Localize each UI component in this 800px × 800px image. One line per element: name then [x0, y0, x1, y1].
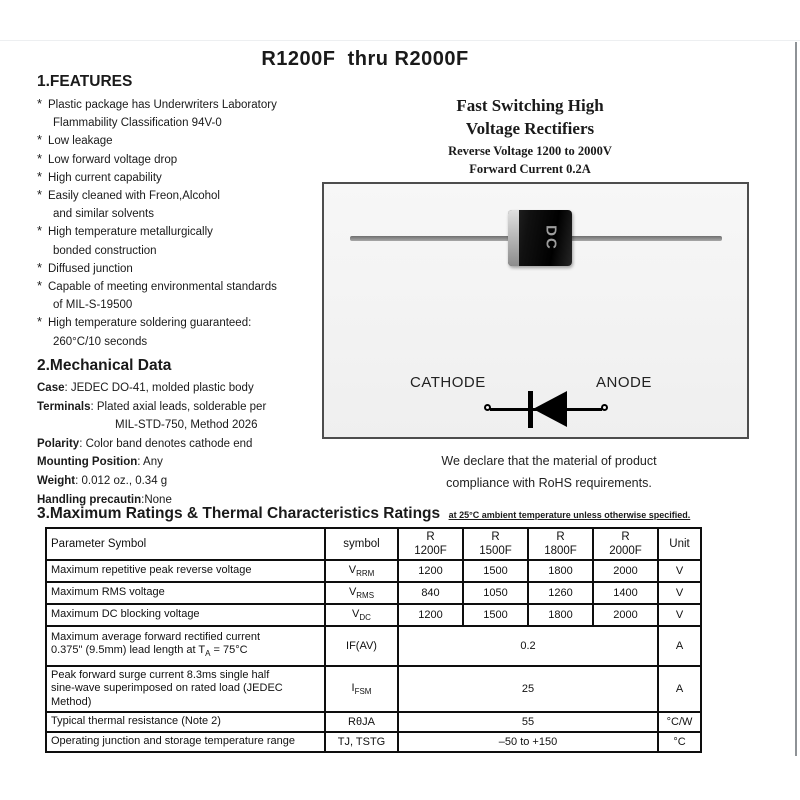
mechanical-label: Weight	[37, 474, 76, 487]
cell-symbol: RθJA	[325, 712, 398, 732]
feature-line: High current capability	[48, 171, 162, 184]
feature-item	[37, 223, 342, 259]
table-row	[46, 732, 701, 752]
ratings-section-heading	[37, 505, 777, 523]
cell-value: 1200	[398, 604, 463, 626]
cell-parameter: Maximum average forward rectified current 0.375" (9.5mm) lead length at $T_A = 75^\circ C$	[46, 626, 325, 666]
forward-current-line: Forward Current 0.2A	[469, 162, 591, 176]
mechanical-row	[37, 453, 357, 472]
feature-text	[48, 151, 177, 169]
cell-value: 1500	[463, 560, 528, 582]
mechanical-row	[37, 472, 357, 491]
bullet-marker: *	[37, 168, 43, 184]
cell-value: 1400	[593, 582, 658, 604]
cell-value: 1260	[528, 582, 593, 604]
cell-symbol: $V_{RMS}$	[325, 582, 398, 604]
cell-value: 1500	[463, 604, 528, 626]
feature-text	[48, 96, 277, 132]
anode-label: ANODE	[596, 374, 652, 391]
max-ratings-table	[45, 527, 702, 753]
mechanical-row	[37, 398, 357, 417]
cell-unit: V	[658, 560, 701, 582]
feature-line: Capable of meeting environmental standards	[48, 281, 277, 294]
mechanical-value: : 0.012 oz., 0.34 g	[75, 474, 168, 487]
cell-parameter: Maximum repetitive peak reverse voltage	[46, 560, 325, 582]
feature-line: of MIL-S-19500	[53, 299, 133, 312]
bullet-marker: *	[37, 259, 43, 275]
cell-symbol: $I_{FSM}$	[325, 666, 398, 712]
product-type-title-line2: Voltage Rectifiers	[465, 119, 595, 138]
max-ratings-table-body	[46, 528, 701, 752]
table-header-row	[46, 528, 701, 560]
rohs-declaration	[390, 450, 708, 494]
feature-line: Flammability Classification 94V-0	[53, 117, 222, 130]
header-parameter: Parameter Symbol	[46, 528, 325, 560]
feature-item	[37, 314, 342, 350]
table-row	[46, 560, 701, 582]
rohs-line2: compliance with RoHS requirements.	[446, 476, 652, 490]
mechanical-row	[37, 435, 357, 454]
header-symbol: symbol	[325, 528, 398, 560]
bullet-marker: *	[37, 314, 43, 330]
diode-cathode-band	[508, 210, 519, 266]
feature-text	[48, 169, 162, 187]
rohs-line1: We declare that the material of product	[441, 454, 657, 468]
cell-parameter: Operating junction and storage temperature range	[46, 732, 325, 752]
cell-unit: A	[658, 626, 701, 666]
mechanical-row-continuation: MIL-STD-750, Method 2026	[115, 419, 258, 432]
ratings-heading-note: at 25°C ambient temperature unless otherwise specified.	[448, 510, 691, 520]
cell-value: 2000	[593, 560, 658, 582]
mechanical-label: Mounting Position	[37, 456, 138, 469]
bullet-marker: *	[37, 132, 43, 148]
mechanical-label: Handling precautin	[37, 493, 142, 506]
table-row	[46, 604, 701, 626]
feature-line: Low forward voltage drop	[48, 153, 178, 166]
product-type-title	[398, 94, 662, 140]
diode-figure-box	[322, 182, 749, 439]
document-title: R1200F thru R2000F	[261, 48, 469, 70]
bullet-marker: *	[37, 96, 43, 111]
feature-line: Low leakage	[48, 135, 113, 148]
cell-value: 1050	[463, 582, 528, 604]
table-row	[46, 712, 701, 732]
features-heading: 1.FEATURES	[37, 73, 133, 90]
feature-text	[48, 223, 213, 259]
cell-symbol: $V_{DC}$	[325, 604, 398, 626]
cell-symbol: TJ, TSTG	[325, 732, 398, 752]
feature-item	[37, 132, 342, 150]
feature-text	[48, 187, 220, 223]
mechanical-label: Case	[37, 382, 65, 394]
diode-symbol-triangle	[533, 391, 567, 427]
feature-item	[37, 278, 342, 314]
feature-line: 260°C/10 seconds	[53, 335, 148, 348]
bullet-marker: *	[37, 150, 43, 166]
feature-item	[37, 260, 342, 278]
cell-unit: V	[658, 604, 701, 626]
scan-artifact-right-line	[795, 42, 797, 756]
feature-text	[48, 314, 251, 350]
cell-value: 1200	[398, 560, 463, 582]
feature-line: Diffused junction	[48, 262, 133, 275]
feature-line: bonded construction	[53, 244, 157, 257]
cell-symbol: $V_{RRM}$	[325, 560, 398, 582]
cell-value: 2000	[593, 604, 658, 626]
mechanical-list	[37, 379, 357, 509]
mechanical-row	[37, 379, 357, 398]
feature-item	[37, 151, 342, 169]
scan-artifact-top-line	[0, 40, 800, 41]
feature-line: and similar solvents	[53, 208, 154, 221]
bullet-marker: *	[37, 278, 43, 294]
header-model: R 1200F	[398, 528, 463, 560]
cell-value: 1800	[528, 604, 593, 626]
product-ratings-subtitle	[398, 142, 662, 178]
feature-item	[37, 169, 342, 187]
feature-line: Plastic package has Underwriters Laboratory	[48, 99, 277, 111]
mechanical-value: : Color band denotes cathode end	[79, 437, 253, 450]
diode-photo-body	[508, 210, 572, 266]
features-section	[37, 73, 342, 351]
cell-parameter: Maximum RMS voltage	[46, 582, 325, 604]
cell-value-span: 25	[398, 666, 658, 712]
header-model: R 1500F	[463, 528, 528, 560]
reverse-voltage-line: Reverse Voltage 1200 to 2000V	[448, 144, 612, 158]
mechanical-label: Terminals	[37, 400, 91, 413]
cell-value-span: 55	[398, 712, 658, 732]
cell-parameter: Typical thermal resistance (Note 2)	[46, 712, 325, 732]
table-row	[46, 582, 701, 604]
feature-line: High temperature metallurgically	[48, 226, 213, 239]
bullet-marker: *	[37, 223, 43, 239]
cell-unit: °C	[658, 732, 701, 752]
cell-unit: °C/W	[658, 712, 701, 732]
table-row	[46, 666, 701, 712]
feature-line: High temperature soldering guaranteed:	[48, 317, 252, 330]
mechanical-data-section	[37, 357, 357, 509]
diode-body-marking: DC	[542, 225, 560, 251]
mechanical-value: : Plated axial leads, solderable per	[90, 400, 267, 413]
mechanical-value: :None	[141, 493, 172, 506]
cell-value: 840	[398, 582, 463, 604]
cell-symbol: IF(AV)	[325, 626, 398, 666]
feature-item	[37, 96, 342, 132]
header-unit: Unit	[658, 528, 701, 560]
header-model: R 2000F	[593, 528, 658, 560]
product-type-title-line1: Fast Switching High	[456, 96, 604, 115]
cell-value-span: 0.2	[398, 626, 658, 666]
feature-text	[48, 132, 113, 150]
header-model: R 1800F	[528, 528, 593, 560]
table-row	[46, 626, 701, 666]
mechanical-value: : Any	[137, 456, 163, 469]
feature-item	[37, 187, 342, 223]
cell-parameter: Peak forward surge current 8.3ms single half sine-wave superimposed on rated load (JEDEC Method)	[46, 666, 325, 712]
feature-text	[48, 278, 277, 314]
feature-text	[48, 260, 133, 278]
cathode-label: CATHODE	[410, 374, 486, 391]
cell-parameter: Maximum DC blocking voltage	[46, 604, 325, 626]
diode-symbol-anode-terminal	[601, 404, 608, 411]
mechanical-label: Polarity	[37, 437, 80, 450]
cell-unit: V	[658, 582, 701, 604]
mechanical-heading: 2.Mechanical Data	[37, 357, 172, 374]
mechanical-value: : JEDEC DO-41, molded plastic body	[64, 382, 254, 394]
cell-unit: A	[658, 666, 701, 712]
ratings-heading: 3.Maximum Ratings & Thermal Characteristics Ratings	[37, 505, 441, 522]
feature-line: Easily cleaned with Freon,Alcohol	[48, 190, 220, 203]
features-list	[37, 96, 342, 351]
bullet-marker: *	[37, 187, 43, 203]
cell-value: 1800	[528, 560, 593, 582]
diode-symbol-cathode-terminal	[484, 404, 491, 411]
cell-value-span: –50 to +150	[398, 732, 658, 752]
